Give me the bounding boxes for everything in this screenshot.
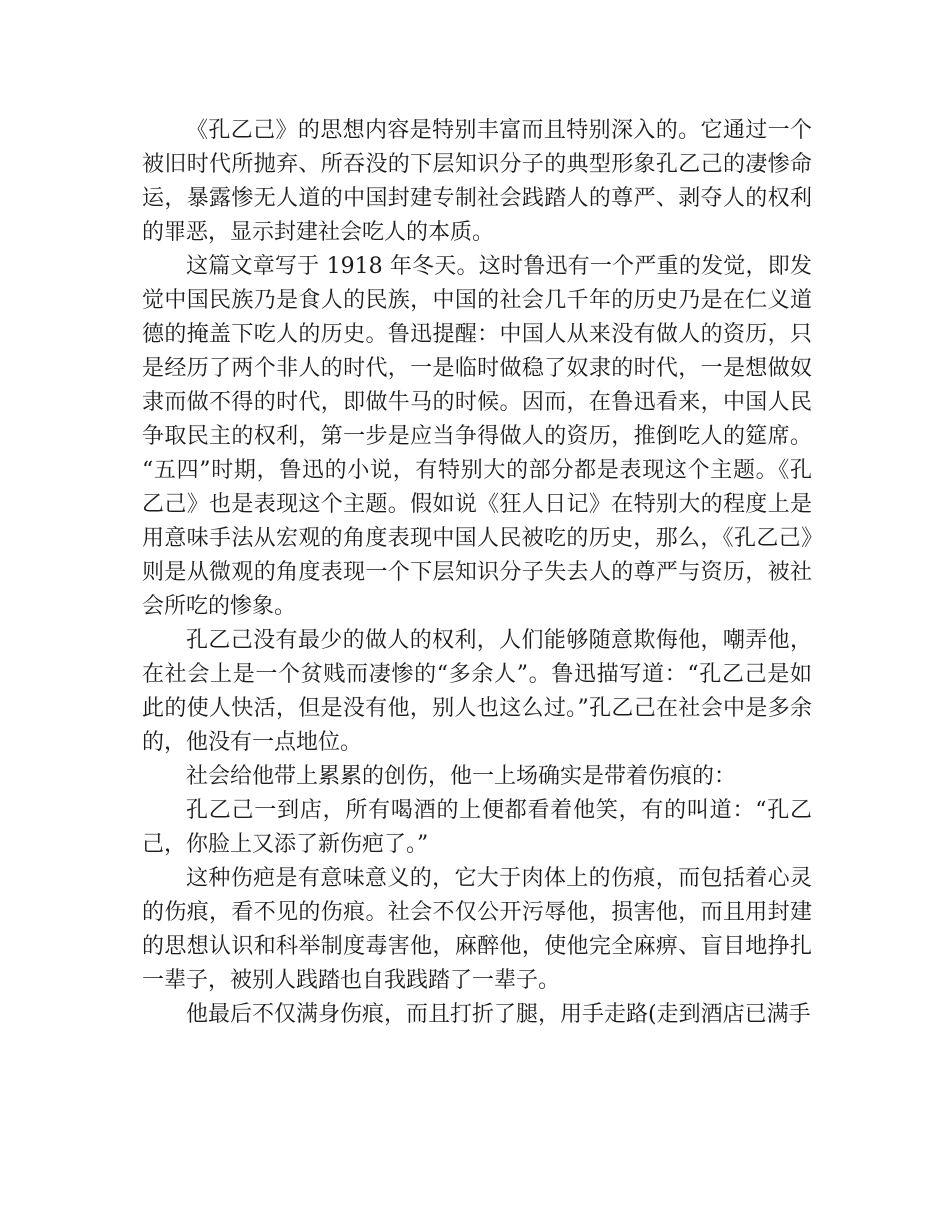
paragraph-4: 社会给他带上累累的创伤，他一上场确实是带着伤痕的：	[186, 764, 737, 789]
paragraph-3: 孔乙己没有最少的做人的权利，人们能够随意欺侮他，嘲弄他，在社会上是一个贫贱而凄惨的“多余人”。鲁迅描写道：“孔乙己是如此的使人快活，但是没有他，别人也这么过。”孔乙己在社会中是多余的，他没有一点地位。	[142, 628, 812, 755]
paragraph-7: 他最后不仅满身伤痕，而且打折了腿，用手走路(走到酒店已满手	[186, 1002, 811, 1027]
paragraph-6: 这种伤疤是有意味意义的，它大于肉体上的伤痕，而包括着心灵的伤痕，看不见的伤痕。社会不仅公开污辱他，损害他，而且用封建的思想认识和科举制度毒害他，麻醉他，使他完全麻痹、盲目地挣扎一辈子，被别人践踏也自我践踏了一辈子。	[142, 866, 812, 993]
paragraph-2: 这篇文章写于 1918 年冬天。这时鲁迅有一个严重的发觉，即发觉中国民族乃是食人的民族，中国的社会几千年的历史乃是在仁义道德的掩盖下吃人的历史。鲁迅提醒：中国人从来没有做人的资历，只是经历了两个非人的时代，一是临时做稳了奴隶的时代，一是想做奴隶而做不得的时代，即做牛马的时候。因而，在鲁迅看来，中国人民争取民主的权利，第一步是应当争得做人的资历，推倒吃人的筵席。“五四”时期，鲁迅的小说，有特别大的部分都是表现这个主题。《孔乙己》也是表现这个主题。假如说《狂人日记》在特别大的程度上是用意味手法从宏观的角度表现中国人民被吃的历史，那么，《孔乙己》则是从微观的角度表现一个下层知识分子失去人的尊严与资历，被社会所吃的惨象。	[142, 254, 812, 619]
paragraph-1: 《孔乙己》的思想内容是特别丰富而且特别深入的。它通过一个被旧时代所抛弃、所吞没的下层知识分子的典型形象孔乙己的凄惨命运，暴露惨无人道的中国封建专制社会践踏人的尊严、剥夺人的权利的罪恶，显示封建社会吃人的本质。	[142, 118, 812, 245]
document-page	[142, 114, 812, 1114]
paragraph-5: 孔乙己一到店，所有喝酒的上便都看着他笑，有的叫道：“孔乙己，你脸上又添了新伤疤了。”	[142, 798, 812, 857]
